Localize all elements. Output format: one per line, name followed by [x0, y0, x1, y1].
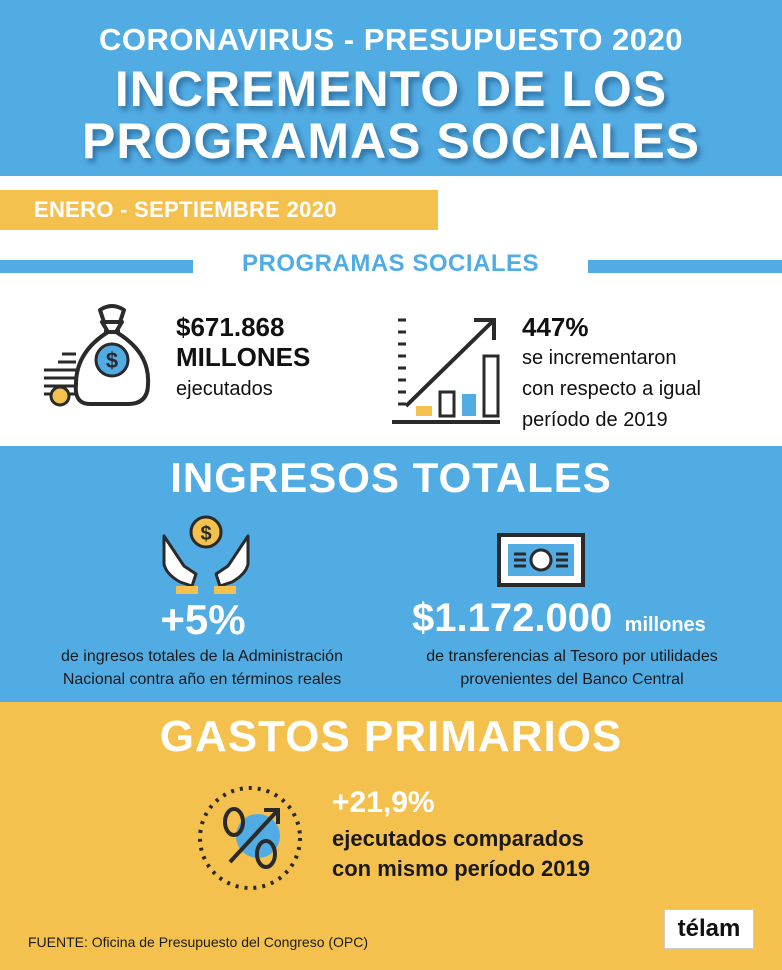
- ingresos-right-desc-2: provenientes del Banco Central: [460, 671, 684, 688]
- ingresos-right-value: $1.172.000: [412, 596, 613, 640]
- ingresos-left-desc-1: de ingresos totales de la Administración: [61, 648, 343, 665]
- programas-percent-desc-1: se incrementaron: [522, 347, 677, 369]
- ingresos-right-value-row: [412, 596, 706, 641]
- telam-logo: télam: [664, 909, 754, 949]
- percent-arrow-icon: [194, 782, 306, 894]
- programas-section-title: PROGRAMAS SOCIALES: [241, 250, 540, 277]
- gastos-value: +21,9%: [332, 786, 435, 819]
- section-divider-right: [588, 260, 782, 273]
- header-subtitle: CORONAVIRUS - PRESUPUESTO 2020: [98, 22, 684, 57]
- programas-amount: $671.868: [176, 312, 285, 342]
- gastos-desc-2: con mismo período 2019: [332, 856, 590, 881]
- programas-percent: 447%: [522, 312, 589, 342]
- header-title-line1: INCREMENTO DE LOS: [114, 61, 668, 117]
- programas-percent-desc-3: período de 2019: [522, 409, 668, 431]
- programas-percent-desc-2: con respecto a igual: [522, 378, 702, 400]
- programas-amount-unit: MILLONES: [176, 342, 311, 372]
- ingresos-right-unit: millones: [624, 614, 706, 636]
- money-bag-icon: [40, 300, 160, 412]
- ingresos-right-desc-1: de transferencias al Tesoro por utilidades: [426, 648, 718, 665]
- ingresos-left-value: +5%: [160, 596, 246, 643]
- banknote-icon: [496, 532, 586, 592]
- gastos-desc-1: ejecutados comparados: [332, 826, 584, 851]
- header-title-line2: PROGRAMAS SOCIALES: [81, 113, 701, 169]
- section-divider-left: [0, 260, 193, 273]
- ingresos-section-title: INGRESOS TOTALES: [170, 454, 612, 501]
- ingresos-left-desc-2: Nacional contra año en términos reales: [62, 671, 342, 688]
- svg-text:$: $: [105, 348, 119, 373]
- gastos-section-title: GASTOS PRIMARIOS: [159, 712, 623, 761]
- growth-chart-icon: [388, 310, 508, 430]
- svg-text:$: $: [200, 523, 212, 545]
- programas-amount-desc: ejecutados: [176, 378, 273, 400]
- period-label: ENERO - SEPTIEMBRE 2020: [0, 190, 438, 230]
- source-note: FUENTE: Oficina de Presupuesto del Congreso (OPC): [28, 934, 369, 950]
- hands-coin-icon: [158, 514, 254, 596]
